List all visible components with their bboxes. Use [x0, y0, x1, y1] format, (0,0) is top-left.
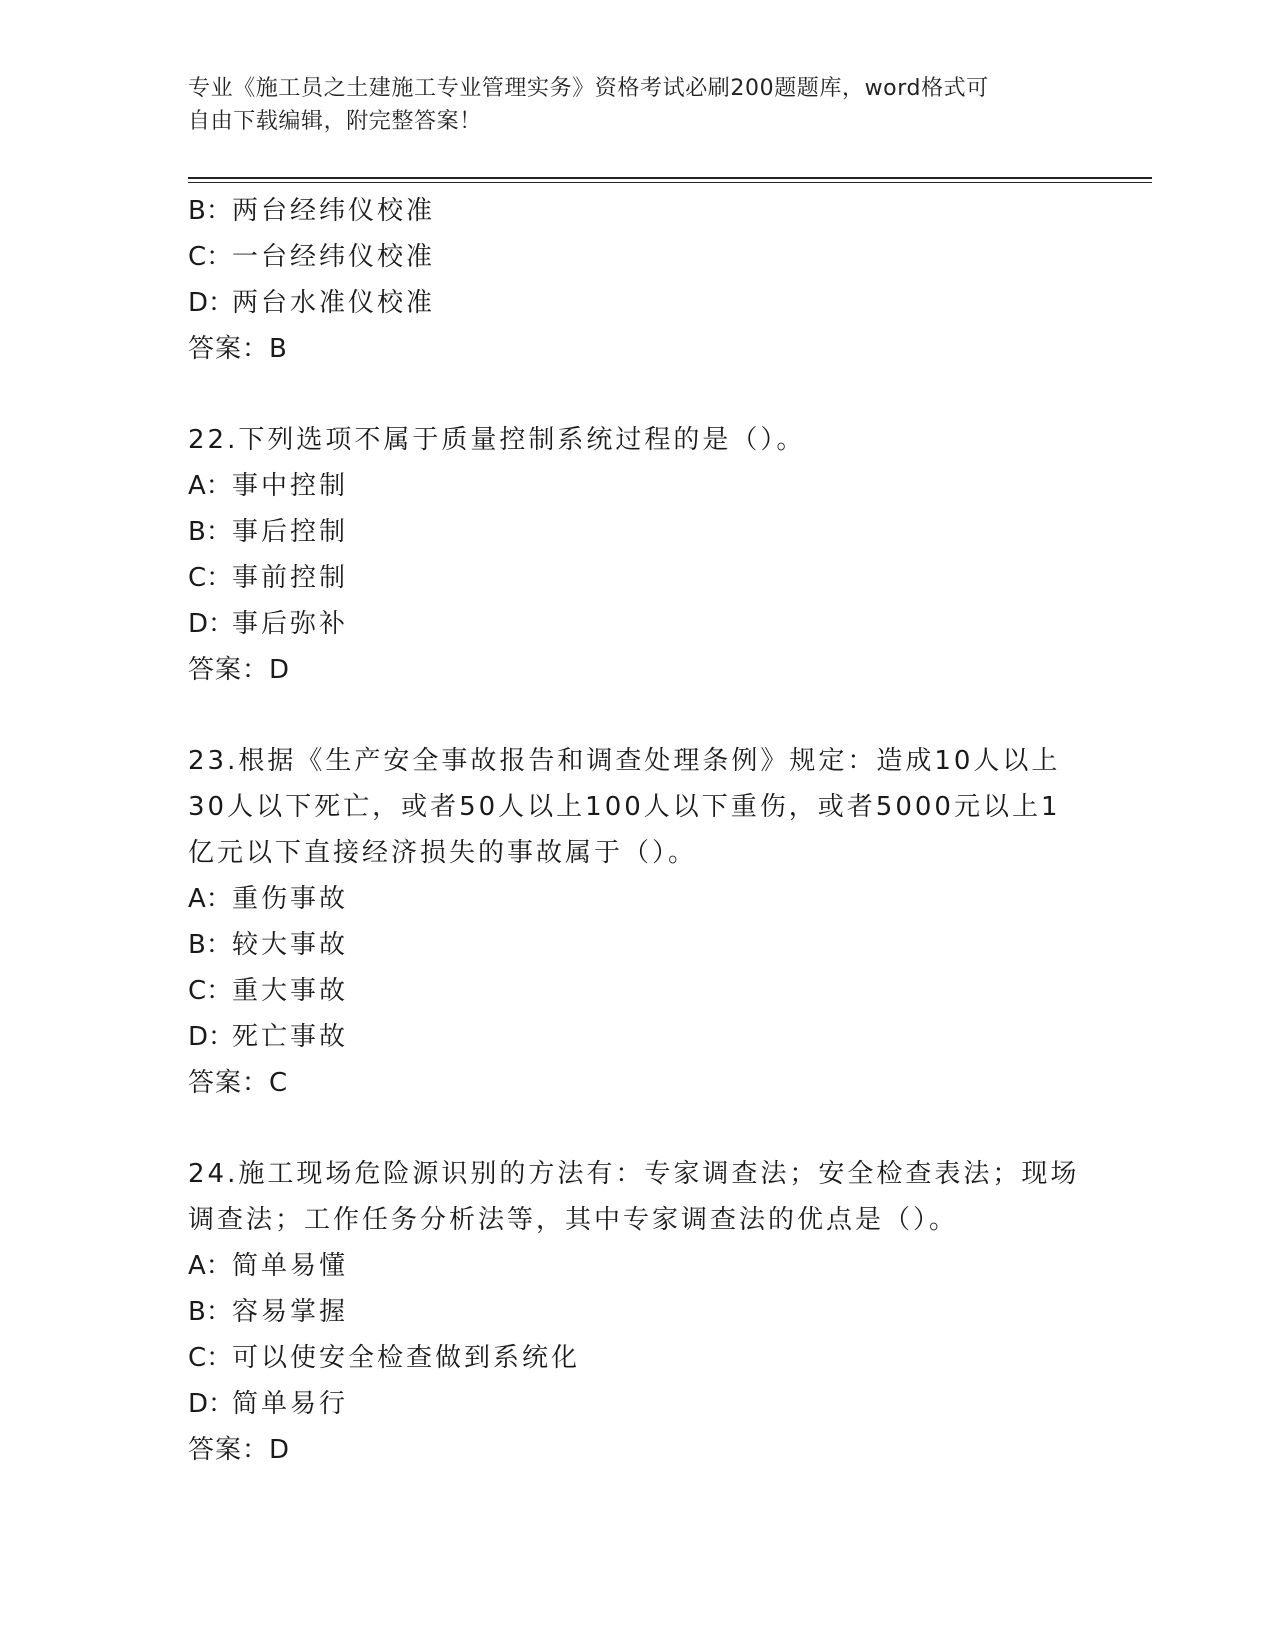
option-c: C：可以使安全检查做到系统化: [188, 1343, 581, 1373]
option-text: 死亡事故: [232, 1022, 349, 1052]
option-text: 事后控制: [232, 517, 349, 547]
option-a: A：简单易懂: [188, 1251, 349, 1281]
option-a: A：重伤事故: [188, 884, 349, 914]
document-header: [188, 72, 1068, 138]
option-c: C：重大事故: [188, 976, 349, 1006]
question-stem-line-1: 23.根据《生产安全事故报告和调查处理条例》规定：造成10人以上: [188, 746, 1061, 776]
header-line-1: 专业《施工员之土建施工专业管理实务》资格考试必刷200题题库，word格式可: [188, 76, 989, 101]
option-text: 简单易行: [232, 1389, 349, 1419]
option-b: B：较大事故: [188, 930, 349, 960]
question-22: [188, 417, 1088, 693]
option-text: 较大事故: [232, 930, 349, 960]
answer-line: 答案：B: [188, 334, 288, 364]
option-a: A：事中控制: [188, 471, 349, 501]
option-text: 两台经纬仪校准: [232, 196, 436, 226]
option-text: 重伤事故: [232, 884, 349, 914]
answer-line: 答案：C: [188, 1068, 289, 1098]
option-text: 简单易懂: [232, 1251, 349, 1281]
option-b: B：容易掌握: [188, 1297, 349, 1327]
question-stem-line-2: 30人以下死亡，或者50人以上100人以下重伤，或者5000元以上1: [188, 792, 1061, 822]
option-text: 事前控制: [232, 563, 349, 593]
option-d: D：死亡事故: [188, 1022, 349, 1052]
question-24: [188, 1151, 1088, 1473]
option-d: D：两台水准仪校准: [188, 288, 436, 318]
option-d: D：事后弥补: [188, 609, 349, 639]
option-b: B：两台经纬仪校准: [188, 196, 436, 226]
question-content: [188, 188, 1088, 1473]
header-line-2: 自由下载编辑，附完整答案！: [188, 109, 482, 134]
question-stem-line-3: 亿元以下直接经济损失的事故属于（）。: [188, 838, 698, 868]
option-c: C：一台经纬仪校准: [188, 242, 436, 272]
question-21-continued: [188, 188, 1088, 372]
option-text: 事中控制: [232, 471, 349, 501]
option-text: 容易掌握: [232, 1297, 349, 1327]
question-stem: 22.下列选项不属于质量控制系统过程的是（）。: [188, 425, 806, 455]
question-23: [188, 738, 1088, 1106]
answer-line: 答案：D: [188, 655, 291, 685]
option-text: 重大事故: [232, 976, 349, 1006]
option-d: D：简单易行: [188, 1389, 349, 1419]
header-divider-thin: [188, 182, 1152, 183]
header-divider-thick: [188, 177, 1152, 179]
option-text: 两台水准仪校准: [232, 288, 436, 318]
question-stem-line-1: 24.施工现场危险源识别的方法有：专家调查法；安全检查表法；现场: [188, 1159, 1080, 1189]
option-text: 可以使安全检查做到系统化: [232, 1343, 581, 1373]
option-b: B：事后控制: [188, 517, 349, 547]
option-text: 一台经纬仪校准: [232, 242, 436, 272]
answer-line: 答案：D: [188, 1435, 291, 1465]
question-stem-line-2: 调查法；工作任务分析法等，其中专家调查法的优点是（）。: [188, 1205, 959, 1235]
option-c: C：事前控制: [188, 563, 349, 593]
option-text: 事后弥补: [232, 609, 349, 639]
